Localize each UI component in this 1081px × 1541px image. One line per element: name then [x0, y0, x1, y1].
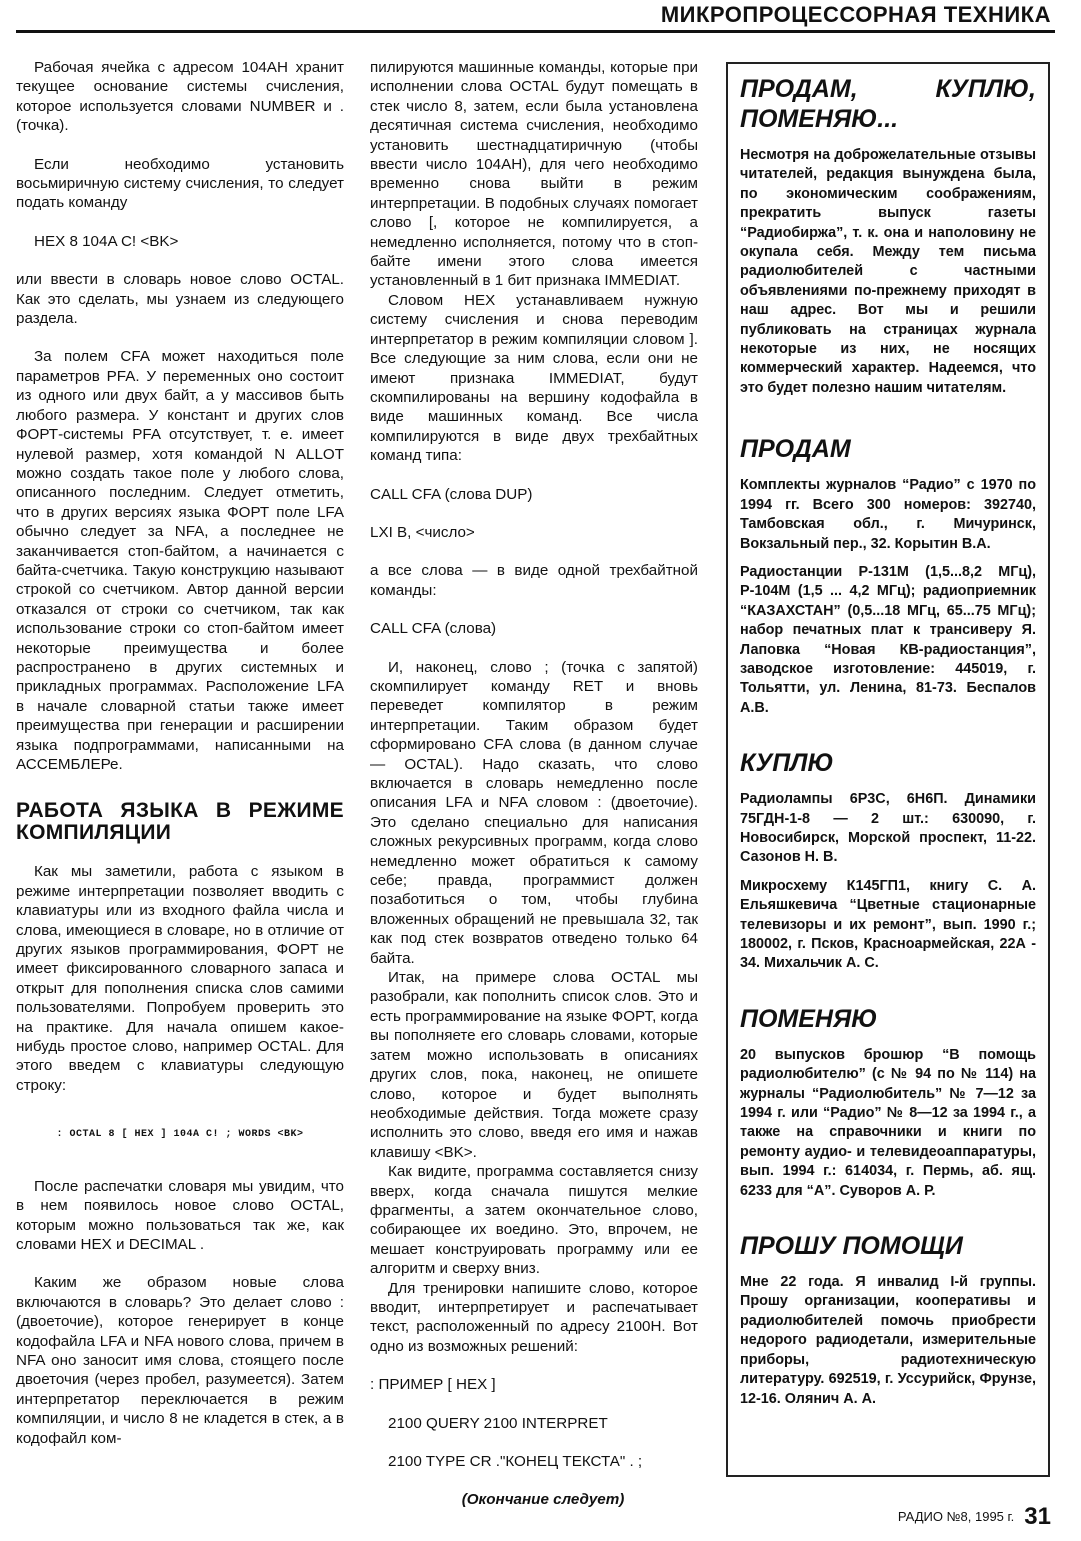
code-line: 2100 QUERY 2100 INTERPRET: [388, 1414, 608, 1432]
paragraph: Как мы заметили, работа с языком в режиме интерпретации позволяет вводить с клавиатуры или из входного файла числа и слова, имеющиеся в словаре, но в отличие от других языков программирования, ФОРТ не имеет фиксированного словарного запаса и открыт для пополнения списка слов самими пользователями. Попробуем проверить это на практике. Для начала опишем какое-нибудь простое слово, например OCTAL. Для этого введем с клавиатуры следующую строку:: [16, 863, 344, 1094]
header-rule: [16, 30, 1055, 33]
section-title: МИКРОПРОЦЕССОРНАЯ ТЕХНИКА: [660, 2, 1051, 27]
classified-ad: Радиостанции Р-131М (1,5...8,2 МГц), Р-104М (1,5 ... 4,2 МГц); радиоприемник “КАЗАХСТАН” (0,5...18 МГц, 65...75 МГц); набор печатных плат к трансиверу Я. Лаповка “Новая КВ-радиостанция”, заводское изготовление: 445019, г. Тольятти, ул. Ленина, 81-73. Беспалов А.В.: [740, 563, 1036, 716]
code-line: LXI B, <число>: [370, 523, 475, 541]
classified-ad: Мне 22 года. Я инвалид I-й группы. Прошу организации, кооперативы и радиолюбителей помочь приобрести недорого радиодетали, измерительные приборы, радиотехническую литературу. 692519, г. Уссурийск, Фрунзе, 12-16. Олянич А. А.: [740, 1274, 1036, 1407]
paragraph: а все слова — в виде одной трехбайтной команды:: [370, 562, 698, 599]
paragraph: Рабочая ячейка с адресом 104АН хранит текущее основание системы счисления, которое используется словами NUMBER и . (точка).: [16, 59, 344, 135]
paragraph: Каким же образом новые слова включаются в словарь? Это делает слово : (двоеточие), которое генерирует в конце кодофайла LFA и NFA нового слова, причем в NFA оно заносит имя слова, стоящего после двоеточия (через пробел, разумеется). Затем интерпретатор переключается в режим компиляции, и число 8 не кладется в стек, а в кодофайл ком-: [16, 1274, 344, 1447]
classified-section-exchange: [740, 1004, 1036, 1201]
classified-ad: Радиолампы 6Р3С, 6Н6П. Динамики 75ГДН-1-8 — 2 шт.: 630090, г. Новосибирск, Морской проспект, 11-22. Сазонов Н. В.: [740, 791, 1036, 866]
classified-heading: ПРОШУ ПОМОЩИ: [740, 1232, 963, 1261]
classified-heading: ПОМЕНЯЮ: [740, 1004, 878, 1033]
classified-heading: КУПЛЮ: [740, 749, 834, 778]
paragraph: И, наконец, слово ; (точка с запятой) скомпилирует команду RET и вновь переведет компилятор в режим интерпретации. Таким образом будет сформировано CFA слова (в данном случае — OCTAL). Надо сказать, что слово включается в словарь немедленно после описания LFA и NFA словом : (двоеточие). Это сделано специально для написания сложных рекурсивных программ, когда слово немедленно может обратиться к самому себе; правда, программист должен позаботиться о том, чтобы глубина вложенных обращений не превышала 32, так как под стек возвратов отведено только 64 байта.: [370, 658, 698, 967]
code-line: HEX 8 104A C! <BK>: [34, 232, 179, 250]
paragraph: За полем CFA может находиться поле параметров PFA. У переменных оно состоит из одного или двух байт, а у массивов быть любого размера. У констант и других слов ФОРТ-системы PFA отсутствует, т. е. имеет нулевой размер, хотя командой N ALLOT можно создать такое поле у любого слова, описанного последним. Следует отметить, что в других версиях языка ФОРТ поле LFA обычно следует за NFA, а последнее не заканчивается стоп-байтом, а начинается с байта-счетчика. Такую конструкцию называют строкой со счетчиком. Автор данной версии отказался от строки со счетчиком, так как использование строки со стоп-байтом имеет некоторые преимущества и более распространено в других системных и прикладных программах. Расположение LFA в начале словарной статьи также имеет преимущества при генерации и расширении языка подпрограммами, написанными на АССЕМБЛЕРе.: [16, 348, 344, 773]
paragraph: Итак, на примере слова OCTAL мы разобрали, как пополнить список слов. Это и есть программирование на языке ФОРТ, когда вы пополняете его словарь словами, которые затем можно использовать в описаниях других слов, пока, наконец, не опишете слово, которое и будет выполнять необходимые действия. Тогда можете сразу исполнить это слово, введя его имя и нажав клавишу <BK>.: [370, 969, 698, 1161]
paragraph: или ввести в словарь новое слово OCTAL. Как это сделать, мы узнаем из следующего раздела.: [16, 271, 344, 328]
code-line: 2100 TYPE CR ."КОНЕЦ ТЕКСТА" . ;: [388, 1453, 643, 1470]
classified-section-help: [740, 1231, 1036, 1409]
classified-ad: Комплекты журналов “Радио” с 1970 по 1994 гг. Всего 300 номеров: 392740, Тамбовская обл., г. Мичуринск, Вокзальный пер., 32. Корытин В.А.: [740, 477, 1036, 552]
article-column-1: [16, 58, 344, 1448]
code-line: CALL CFA (слова): [370, 620, 497, 638]
page-footer: [898, 1503, 1051, 1531]
classified-heading: ПРОДАМ: [740, 435, 851, 464]
code-line: CALL CFA (слова DUP): [370, 485, 533, 503]
section-heading: РАБОТА ЯЗЫКА В РЕЖИМЕ КОМПИЛЯЦИИ: [16, 799, 344, 845]
paragraph: Словом HEX устанавливаем нужную систему счисления и снова переводим интерпретатор в режим компиляции словом ]. Все следующие за ним слова, если они не имеют признака IMMEDIAT, будут скомпилированы на вершину кодофайла в виде машинных команд. Все числа компилируются в виде двух трехбайтных команд типа:: [370, 291, 698, 465]
paragraph: пилируются машинные команды, которые при исполнении слова OCTAL будут помещать в стек число 8, затем, если была установлена десятичная система счисления, необходимо установить шестнадцатиричную (чтобы ввести число 104АН), для чего необходимо временно снова выйти в режим интерпретации. В подобных случаях помогает слово [, которое не компилируется, а немедленно исполняется, потому что в стоп-байте имени этого слова имеется установленный в 1 бит признака IMMEDIAT.: [370, 59, 698, 290]
classified-ad: Микросхему К145ГП1, книгу С. А. Ельяшкевича “Цветные стационарные телевизоры и их ремонт”, вып. 1990 г.; 180002, г. Псков, Красноармейская, 22А - 34. Михальчик А. С.: [740, 877, 1036, 972]
issue-label: РАДИО №8, 1995 г.: [897, 1509, 1015, 1524]
classified-section-buy: [740, 748, 1036, 974]
continued-note: (Окончание следует): [461, 1491, 625, 1509]
paragraph: Для тренировки напишите слово, которое вводит, интерпретирует и распечатывает текст, расположенный по адресу 2100Н. Вот одно из возможных решений:: [370, 1279, 698, 1355]
paragraph: Если необходимо установить восьмиричную систему счисления, то следует подать команду: [16, 155, 344, 212]
sidebar-title: ПРОДАМ, КУПЛЮ, ПОМЕНЯЮ...: [740, 75, 1036, 133]
sidebar-intro: Несмотря на доброжелательные отзывы читателей, редакция вынуждена была, по экономическим соображениям, прекратить выпуск газеты “Радиобиржа”, т. к. она и наполовину не окупала себя. Между тем письма радиолюбителей с частными объявлениями по-прежнему приходят в наш адрес. Вот мы и решили публиковать на страницах журнала некоторые из них, не носящих коммерческий характер. Надеемся, что это будет полезно нашим читателям.: [740, 147, 1036, 396]
article-column-2: [370, 58, 698, 1510]
code-line: : OCTAL 8 [ HEX ] 104A C! ; WORDS <BK>: [56, 1129, 304, 1141]
page-number: 31: [1024, 1503, 1051, 1530]
classified-ad: 20 выпусков брошюр “В помощь радиолюбителю” (с № 94 по № 114) на журналы “Радиолюбитель” № 7—12 за 1994 г. или “Радио” № 8—12 за 1994 г., а также на справочники и книги по ремонту аудио- и телевидеоаппаратуры, вып. 1994 г.: 614034, г. Пермь, аб. ящ. 6233 для “А”. Суворов А. Р.: [740, 1046, 1036, 1199]
code-line: : ПРИМЕР [ HEX ]: [370, 1376, 496, 1394]
classifieds-sidebar: [726, 62, 1050, 1477]
paragraph: После распечатки словаря мы увидим, что в нем появилось новое слово OCTAL, которым можно пользоваться так же, как словами HEX и DECIMAL .: [16, 1177, 344, 1253]
paragraph: Как видите, программа составляется снизу вверх, когда сначала пишутся мелкие фрагменты, а затем окончательное слово, собирающее их воедино. Это, впрочем, не мешает конструировать программу или ее алгоритм и сверху вниз.: [370, 1163, 698, 1278]
classified-section-sell: [740, 434, 1036, 718]
